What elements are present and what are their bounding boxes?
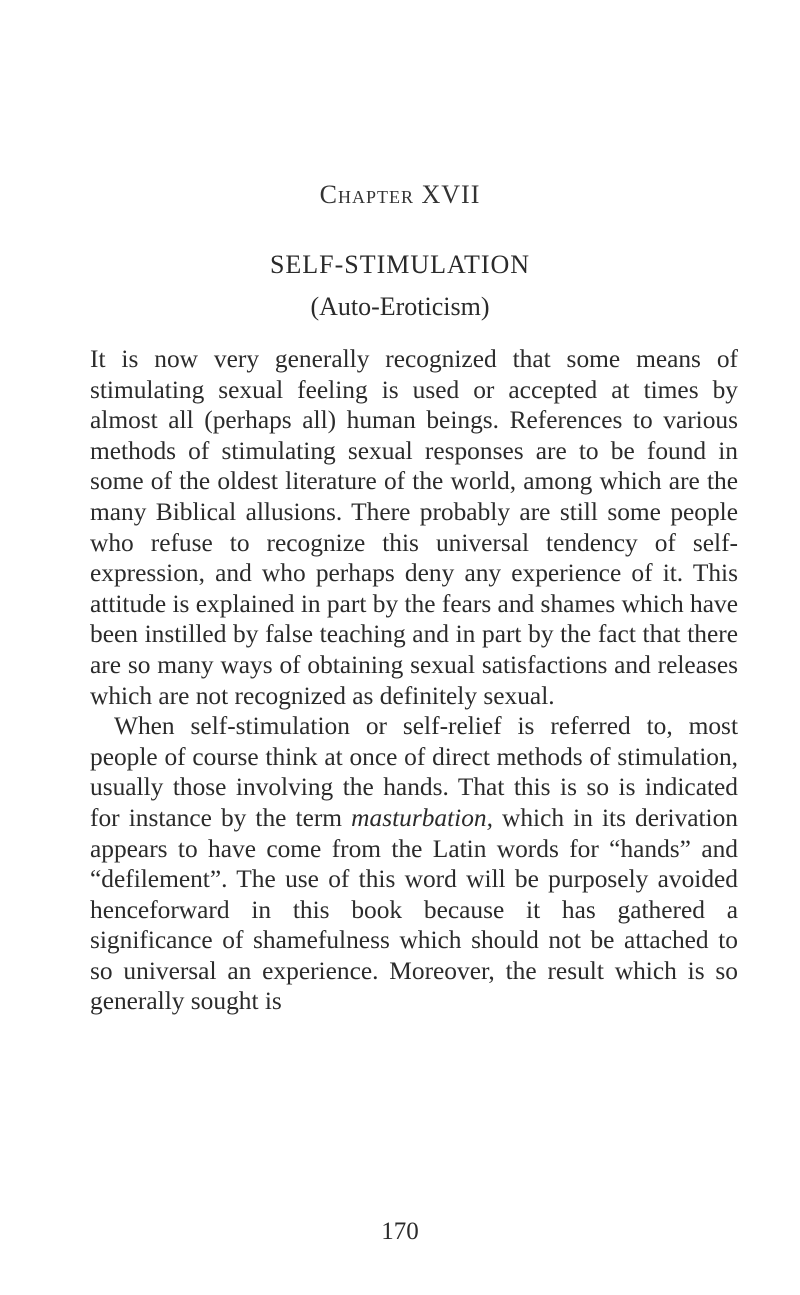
chapter-title: SELF-STIMULATION bbox=[269, 250, 531, 279]
page-number: 170 bbox=[381, 1218, 419, 1245]
paragraph-1: It is now very generally recognized that some means of stimulating sexual feeling is used or accepted at times by almost all (perhaps all) human beings. References to various methods of stimulating sexual responses are to be found in some of the oldest literature of the world, among which are the many Biblical allusions. There probably are still some people who refuse to recognize this universal tendency of self-expression, and who perhaps deny any experience of it. This attitude is explained in part by the fears and shames which have been instilled by false teaching and in part by the fact that there are so many ways of obtaining sexual satisfactions and releases which are not recognized as definitely sexual. bbox=[90, 345, 738, 710]
chapter-subtitle: (Auto-Eroticism) bbox=[310, 292, 490, 321]
paragraph-2-end: which in its derivation appears to have come from the Latin words for “hands” and “defilement”. The use of this word will be purposely avoided henceforward in this book because it has gathered a significance of shamefulness which should not be attached to so universal an experience. Moreover, the result which is so generally sought is bbox=[90, 803, 738, 1016]
paragraph-2-start: When self-stimulation or self-relief is referred to, most people of course think at once of direct methods of stimulation, usually those involving the hands. That this is so is indicated for instance by the term bbox=[90, 712, 738, 832]
paragraph-2 bbox=[90, 711, 738, 1017]
chapter-label: Chapter XVII bbox=[319, 180, 481, 209]
body-text bbox=[90, 344, 738, 1017]
italic-term: masturbation, bbox=[351, 803, 493, 832]
